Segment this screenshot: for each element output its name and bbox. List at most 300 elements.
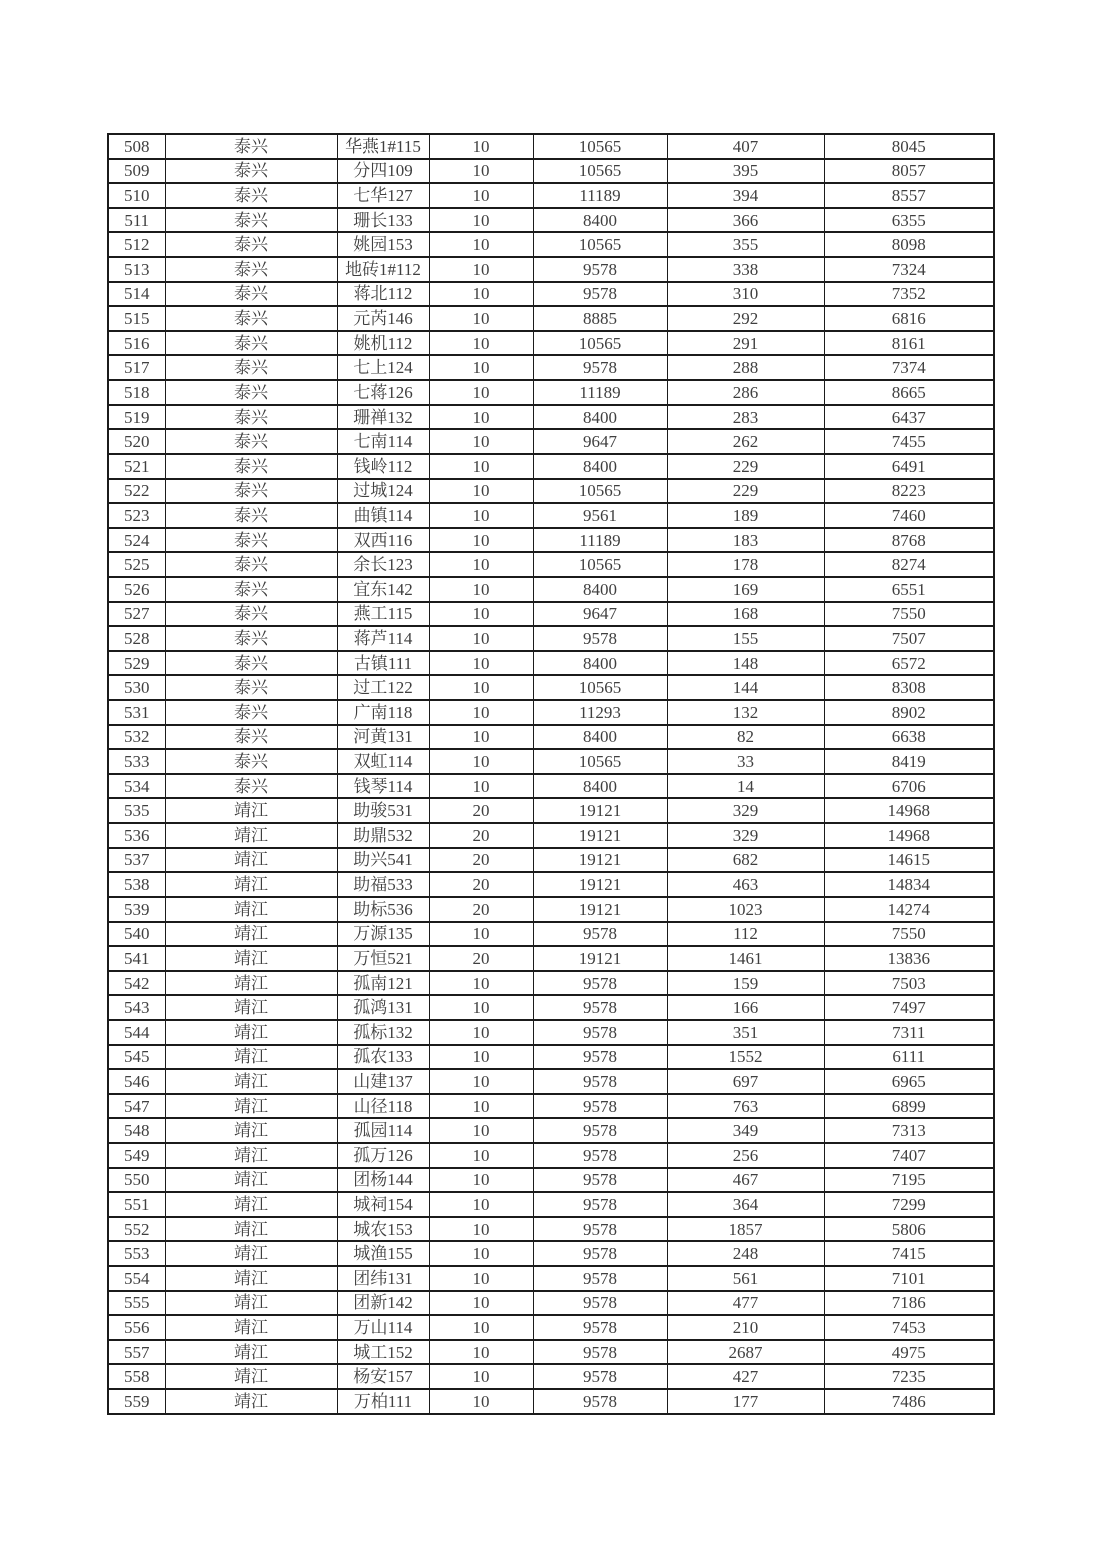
cell-col7: 7101 [824,1266,994,1291]
cell-col5: 9647 [533,602,667,627]
cell-col5: 9578 [533,1340,667,1365]
cell-col4: 20 [429,946,533,971]
table-row [108,134,994,159]
cell-col7: 7324 [824,257,994,282]
table-row [108,208,994,233]
cell-col7: 8098 [824,232,994,257]
cell-col5: 9578 [533,1217,667,1242]
cell-col5: 9578 [533,922,667,947]
cell-city: 泰兴 [165,749,337,774]
cell-col6: 463 [667,872,824,897]
table-row [108,1364,994,1389]
cell-col4: 10 [429,429,533,454]
cell-row-number: 512 [108,232,165,257]
cell-col5: 11189 [533,183,667,208]
cell-col5: 9578 [533,995,667,1020]
cell-col4: 10 [429,232,533,257]
table-row [108,774,994,799]
cell-station: 山建137 [337,1069,429,1094]
cell-city: 靖江 [165,1315,337,1340]
cell-col7: 8902 [824,700,994,725]
cell-city: 靖江 [165,1045,337,1070]
cell-city: 靖江 [165,922,337,947]
cell-col4: 10 [429,479,533,504]
cell-row-number: 544 [108,1020,165,1045]
cell-city: 靖江 [165,1291,337,1316]
cell-col6: 1461 [667,946,824,971]
cell-col5: 11189 [533,528,667,553]
cell-col4: 10 [429,1094,533,1119]
cell-col5: 9578 [533,1143,667,1168]
cell-col4: 20 [429,823,533,848]
cell-city: 泰兴 [165,479,337,504]
cell-col5: 8400 [533,577,667,602]
cell-col5: 9578 [533,1364,667,1389]
cell-col6: 112 [667,922,824,947]
cell-col4: 10 [429,1291,533,1316]
cell-col5: 8400 [533,651,667,676]
cell-city: 泰兴 [165,159,337,184]
cell-station: 山径118 [337,1094,429,1119]
cell-col7: 8768 [824,528,994,553]
cell-col4: 10 [429,159,533,184]
cell-col4: 10 [429,651,533,676]
cell-city: 靖江 [165,1266,337,1291]
cell-col6: 329 [667,823,824,848]
cell-col7: 14615 [824,848,994,873]
cell-station: 团纬131 [337,1266,429,1291]
cell-col7: 7453 [824,1315,994,1340]
cell-col6: 310 [667,282,824,307]
cell-col6: 682 [667,848,824,873]
cell-row-number: 522 [108,479,165,504]
cell-station: 珊禅132 [337,405,429,430]
cell-col7: 8274 [824,552,994,577]
cell-col4: 10 [429,1241,533,1266]
table-row [108,848,994,873]
cell-station: 古镇111 [337,651,429,676]
table-row [108,602,994,627]
cell-col6: 229 [667,479,824,504]
cell-city: 靖江 [165,1217,337,1242]
cell-row-number: 517 [108,355,165,380]
cell-station: 双虹114 [337,749,429,774]
cell-col5: 10565 [533,675,667,700]
cell-city: 靖江 [165,1118,337,1143]
cell-col7: 8665 [824,380,994,405]
table-row [108,429,994,454]
cell-col7: 7497 [824,995,994,1020]
cell-city: 泰兴 [165,503,337,528]
cell-col5: 9578 [533,1168,667,1193]
cell-col6: 351 [667,1020,824,1045]
cell-col5: 19121 [533,946,667,971]
cell-col7: 14274 [824,897,994,922]
cell-station: 团新142 [337,1291,429,1316]
cell-station: 曲镇114 [337,503,429,528]
cell-col6: 561 [667,1266,824,1291]
cell-city: 泰兴 [165,651,337,676]
cell-city: 泰兴 [165,405,337,430]
cell-col5: 8400 [533,208,667,233]
cell-city: 靖江 [165,1364,337,1389]
cell-station: 广南118 [337,700,429,725]
cell-city: 泰兴 [165,355,337,380]
table-row [108,454,994,479]
table-row [108,282,994,307]
cell-col6: 349 [667,1118,824,1143]
cell-station: 万恒521 [337,946,429,971]
table-row [108,872,994,897]
table-row [108,355,994,380]
table-row [108,306,994,331]
cell-col6: 183 [667,528,824,553]
cell-city: 靖江 [165,1143,337,1168]
cell-row-number: 546 [108,1069,165,1094]
cell-col4: 10 [429,1118,533,1143]
cell-col4: 10 [429,208,533,233]
cell-row-number: 514 [108,282,165,307]
cell-row-number: 541 [108,946,165,971]
cell-station: 杨安157 [337,1364,429,1389]
cell-col7: 5806 [824,1217,994,1242]
cell-city: 泰兴 [165,725,337,750]
cell-row-number: 526 [108,577,165,602]
cell-city: 靖江 [165,1192,337,1217]
cell-col5: 8400 [533,405,667,430]
cell-col6: 291 [667,331,824,356]
cell-city: 靖江 [165,1069,337,1094]
cell-col6: 355 [667,232,824,257]
cell-col6: 427 [667,1364,824,1389]
cell-col6: 132 [667,700,824,725]
cell-col7: 6572 [824,651,994,676]
cell-city: 靖江 [165,971,337,996]
table-row [108,1315,994,1340]
cell-station: 蒋芦114 [337,626,429,651]
table-row [108,232,994,257]
cell-col6: 210 [667,1315,824,1340]
table-row [108,577,994,602]
cell-row-number: 511 [108,208,165,233]
cell-station: 河黄131 [337,725,429,750]
cell-col7: 7460 [824,503,994,528]
cell-city: 泰兴 [165,257,337,282]
cell-col7: 8308 [824,675,994,700]
table-row [108,971,994,996]
cell-col5: 8400 [533,774,667,799]
cell-station: 燕工115 [337,602,429,627]
cell-col4: 10 [429,405,533,430]
cell-col5: 8400 [533,725,667,750]
table-row [108,331,994,356]
cell-col5: 9578 [533,1069,667,1094]
cell-col7: 8557 [824,183,994,208]
cell-col4: 10 [429,1069,533,1094]
cell-col4: 10 [429,454,533,479]
cell-col5: 9578 [533,1315,667,1340]
cell-row-number: 534 [108,774,165,799]
cell-station: 姚机112 [337,331,429,356]
table-row [108,1241,994,1266]
cell-row-number: 521 [108,454,165,479]
table-row [108,798,994,823]
table-row [108,1118,994,1143]
cell-station: 七华127 [337,183,429,208]
cell-col4: 10 [429,700,533,725]
cell-row-number: 537 [108,848,165,873]
cell-row-number: 542 [108,971,165,996]
cell-station: 孤园114 [337,1118,429,1143]
cell-row-number: 516 [108,331,165,356]
cell-col6: 338 [667,257,824,282]
table-row [108,651,994,676]
cell-col7: 6638 [824,725,994,750]
cell-col4: 20 [429,872,533,897]
cell-row-number: 510 [108,183,165,208]
cell-col6: 256 [667,1143,824,1168]
cell-station: 助兴541 [337,848,429,873]
table-row [108,897,994,922]
cell-station: 地砖1#112 [337,257,429,282]
cell-col6: 1023 [667,897,824,922]
cell-row-number: 532 [108,725,165,750]
cell-station: 蒋北112 [337,282,429,307]
cell-row-number: 550 [108,1168,165,1193]
cell-city: 靖江 [165,823,337,848]
cell-station: 过城124 [337,479,429,504]
cell-col4: 10 [429,380,533,405]
cell-col7: 6551 [824,577,994,602]
cell-row-number: 527 [108,602,165,627]
cell-city: 泰兴 [165,380,337,405]
cell-city: 靖江 [165,1020,337,1045]
cell-row-number: 508 [108,134,165,159]
cell-row-number: 531 [108,700,165,725]
cell-col5: 10565 [533,134,667,159]
cell-station: 万柏111 [337,1389,429,1414]
cell-city: 靖江 [165,798,337,823]
cell-col7: 7352 [824,282,994,307]
cell-row-number: 547 [108,1094,165,1119]
cell-col7: 8223 [824,479,994,504]
cell-col4: 10 [429,626,533,651]
cell-col6: 286 [667,380,824,405]
cell-col5: 9578 [533,1020,667,1045]
cell-col5: 8400 [533,454,667,479]
cell-col5: 9647 [533,429,667,454]
cell-row-number: 540 [108,922,165,947]
cell-col5: 11293 [533,700,667,725]
cell-col4: 10 [429,1217,533,1242]
table-row [108,1168,994,1193]
cell-col4: 10 [429,1143,533,1168]
cell-row-number: 557 [108,1340,165,1365]
table-row [108,528,994,553]
cell-col5: 11189 [533,380,667,405]
cell-col5: 9578 [533,1192,667,1217]
cell-col5: 19121 [533,798,667,823]
cell-city: 泰兴 [165,528,337,553]
cell-col6: 395 [667,159,824,184]
cell-col4: 10 [429,1192,533,1217]
cell-col4: 10 [429,1315,533,1340]
cell-col7: 7507 [824,626,994,651]
cell-col7: 8057 [824,159,994,184]
cell-col7: 7374 [824,355,994,380]
cell-col6: 288 [667,355,824,380]
cell-col6: 292 [667,306,824,331]
cell-station: 团杨144 [337,1168,429,1193]
cell-station: 过工122 [337,675,429,700]
cell-col5: 19121 [533,848,667,873]
cell-col7: 8419 [824,749,994,774]
cell-col7: 6899 [824,1094,994,1119]
cell-col4: 10 [429,1266,533,1291]
cell-col6: 33 [667,749,824,774]
cell-col5: 10565 [533,159,667,184]
cell-city: 泰兴 [165,552,337,577]
cell-col5: 19121 [533,823,667,848]
cell-row-number: 529 [108,651,165,676]
cell-station: 元芮146 [337,306,429,331]
cell-col5: 10565 [533,479,667,504]
cell-col7: 14968 [824,823,994,848]
cell-col7: 6965 [824,1069,994,1094]
cell-station: 助标536 [337,897,429,922]
cell-city: 靖江 [165,897,337,922]
cell-row-number: 509 [108,159,165,184]
cell-col4: 10 [429,282,533,307]
cell-row-number: 559 [108,1389,165,1414]
cell-city: 泰兴 [165,282,337,307]
cell-col4: 10 [429,725,533,750]
cell-station: 珊长133 [337,208,429,233]
cell-row-number: 513 [108,257,165,282]
cell-city: 靖江 [165,1168,337,1193]
cell-station: 万源135 [337,922,429,947]
cell-row-number: 525 [108,552,165,577]
table-row [108,183,994,208]
cell-station: 助骏531 [337,798,429,823]
cell-col7: 7486 [824,1389,994,1414]
cell-station: 钱琴114 [337,774,429,799]
cell-row-number: 558 [108,1364,165,1389]
table-row [108,1291,994,1316]
cell-row-number: 552 [108,1217,165,1242]
table-row [108,700,994,725]
cell-col7: 7550 [824,922,994,947]
cell-station: 华燕1#115 [337,134,429,159]
cell-row-number: 551 [108,1192,165,1217]
cell-col7: 13836 [824,946,994,971]
cell-col4: 10 [429,306,533,331]
cell-col7: 6111 [824,1045,994,1070]
cell-station: 姚园153 [337,232,429,257]
cell-col6: 82 [667,725,824,750]
cell-col4: 10 [429,1168,533,1193]
table-row [108,1217,994,1242]
cell-row-number: 545 [108,1045,165,1070]
cell-col7: 8161 [824,331,994,356]
cell-city: 靖江 [165,995,337,1020]
cell-col6: 14 [667,774,824,799]
cell-row-number: 538 [108,872,165,897]
cell-station: 双西116 [337,528,429,553]
cell-city: 泰兴 [165,602,337,627]
cell-col5: 9578 [533,971,667,996]
cell-station: 孤鸿131 [337,995,429,1020]
cell-col5: 8885 [533,306,667,331]
cell-col4: 10 [429,552,533,577]
cell-city: 靖江 [165,1094,337,1119]
cell-col5: 10565 [533,232,667,257]
cell-col7: 7299 [824,1192,994,1217]
cell-row-number: 523 [108,503,165,528]
cell-station: 分四109 [337,159,429,184]
cell-station: 孤万126 [337,1143,429,1168]
cell-station: 孤南121 [337,971,429,996]
cell-row-number: 535 [108,798,165,823]
cell-col5: 19121 [533,872,667,897]
cell-col6: 144 [667,675,824,700]
cell-row-number: 556 [108,1315,165,1340]
cell-station: 孤农133 [337,1045,429,1070]
cell-col4: 10 [429,774,533,799]
cell-col4: 10 [429,995,533,1020]
cell-col4: 10 [429,134,533,159]
cell-col5: 9578 [533,1045,667,1070]
cell-col7: 7313 [824,1118,994,1143]
cell-col6: 166 [667,995,824,1020]
cell-col7: 7195 [824,1168,994,1193]
data-table [107,133,995,1415]
cell-col6: 262 [667,429,824,454]
cell-col4: 10 [429,1045,533,1070]
cell-col4: 10 [429,922,533,947]
cell-col7: 7186 [824,1291,994,1316]
table-row [108,1389,994,1414]
cell-row-number: 515 [108,306,165,331]
table-row [108,946,994,971]
table-row [108,1094,994,1119]
cell-col6: 364 [667,1192,824,1217]
cell-col7: 6816 [824,306,994,331]
cell-col5: 10565 [533,749,667,774]
table-row [108,552,994,577]
cell-col4: 10 [429,355,533,380]
cell-station: 孤标132 [337,1020,429,1045]
cell-city: 泰兴 [165,774,337,799]
cell-col6: 763 [667,1094,824,1119]
cell-col7: 6706 [824,774,994,799]
cell-city: 泰兴 [165,331,337,356]
cell-city: 靖江 [165,1241,337,1266]
cell-station: 七上124 [337,355,429,380]
cell-row-number: 533 [108,749,165,774]
cell-col6: 177 [667,1389,824,1414]
cell-col4: 10 [429,183,533,208]
cell-col5: 10565 [533,552,667,577]
cell-col5: 9578 [533,282,667,307]
cell-col7: 8045 [824,134,994,159]
cell-col6: 2687 [667,1340,824,1365]
cell-col6: 248 [667,1241,824,1266]
cell-station: 助福533 [337,872,429,897]
table-row [108,503,994,528]
cell-col7: 6355 [824,208,994,233]
table-row [108,995,994,1020]
